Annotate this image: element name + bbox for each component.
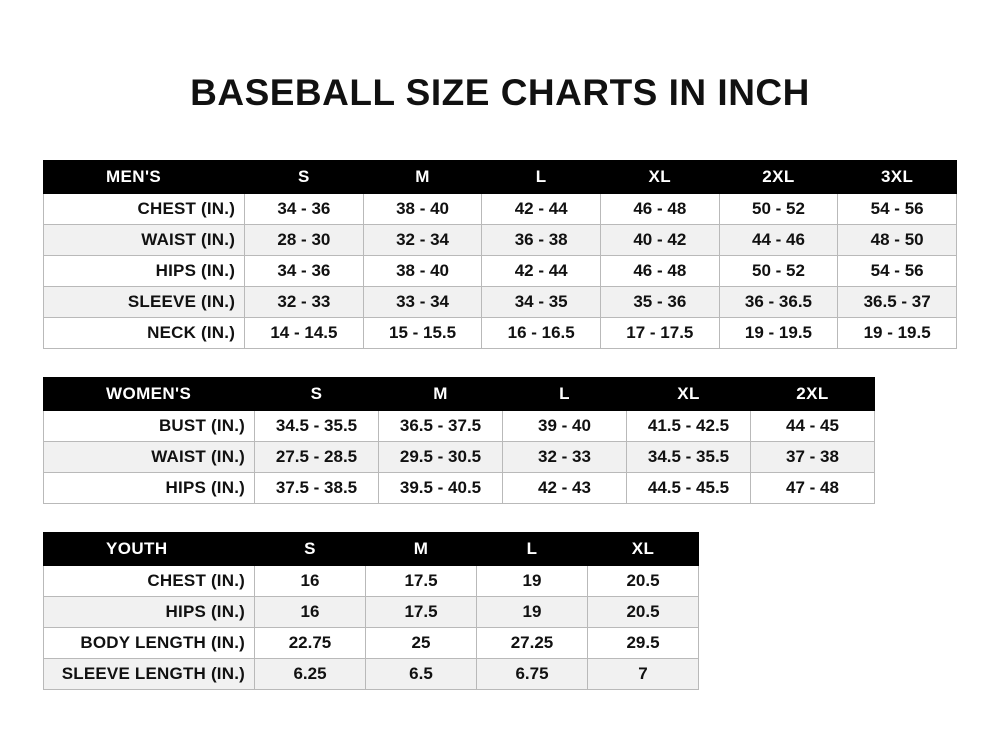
mens-hips-m: 38 - 40 — [363, 256, 482, 287]
mens-neck-xl: 17 - 17.5 — [601, 318, 720, 349]
youth-header-xl: XL — [588, 533, 699, 566]
youth-sleeve-length-l: 6.75 — [477, 659, 588, 690]
womens-waist-l: 32 - 33 — [503, 442, 627, 473]
section-gap — [43, 349, 957, 377]
womens-size-table — [43, 377, 875, 504]
youth-body-length-l: 27.25 — [477, 628, 588, 659]
youth-sleeve-length-m: 6.5 — [366, 659, 477, 690]
mens-neck-2xl: 19 - 19.5 — [719, 318, 838, 349]
mens-waist-s: 28 - 30 — [245, 225, 364, 256]
mens-neck-s: 14 - 14.5 — [245, 318, 364, 349]
womens-bust-xl: 41.5 - 42.5 — [627, 411, 751, 442]
charts-container — [0, 160, 1000, 690]
table-row — [44, 442, 875, 473]
mens-header-3xl: 3XL — [838, 161, 957, 194]
womens-row-label-bust: BUST (IN.) — [44, 411, 255, 442]
youth-size-table — [43, 532, 699, 690]
mens-row-label-chest: CHEST (IN.) — [44, 194, 245, 225]
youth-hips-xl: 20.5 — [588, 597, 699, 628]
table-header-row — [44, 533, 699, 566]
mens-neck-m: 15 - 15.5 — [363, 318, 482, 349]
mens-chest-l: 42 - 44 — [482, 194, 601, 225]
womens-waist-xl: 34.5 - 35.5 — [627, 442, 751, 473]
womens-header-category: WOMEN'S — [44, 378, 255, 411]
youth-hips-m: 17.5 — [366, 597, 477, 628]
table-header-row — [44, 161, 957, 194]
mens-row-label-hips: HIPS (IN.) — [44, 256, 245, 287]
womens-table-header — [44, 378, 875, 411]
womens-header-2xl: 2XL — [751, 378, 875, 411]
youth-row-label-sleeve-length: SLEEVE LENGTH (IN.) — [44, 659, 255, 690]
youth-header-category: YOUTH — [44, 533, 255, 566]
mens-hips-l: 42 - 44 — [482, 256, 601, 287]
table-row — [44, 473, 875, 504]
mens-header-s: S — [245, 161, 364, 194]
mens-hips-2xl: 50 - 52 — [719, 256, 838, 287]
youth-row-label-chest: CHEST (IN.) — [44, 566, 255, 597]
table-row — [44, 566, 699, 597]
table-row — [44, 411, 875, 442]
mens-header-m: M — [363, 161, 482, 194]
mens-row-label-sleeve: SLEEVE (IN.) — [44, 287, 245, 318]
womens-hips-xl: 44.5 - 45.5 — [627, 473, 751, 504]
table-row — [44, 597, 699, 628]
mens-waist-xl: 40 - 42 — [601, 225, 720, 256]
youth-hips-l: 19 — [477, 597, 588, 628]
youth-chest-l: 19 — [477, 566, 588, 597]
youth-row-label-body-length: BODY LENGTH (IN.) — [44, 628, 255, 659]
youth-row-label-hips: HIPS (IN.) — [44, 597, 255, 628]
womens-waist-m: 29.5 - 30.5 — [379, 442, 503, 473]
youth-header-l: L — [477, 533, 588, 566]
youth-header-m: M — [366, 533, 477, 566]
mens-sleeve-3xl: 36.5 - 37 — [838, 287, 957, 318]
youth-chest-xl: 20.5 — [588, 566, 699, 597]
womens-header-l: L — [503, 378, 627, 411]
womens-hips-s: 37.5 - 38.5 — [255, 473, 379, 504]
youth-body-length-s: 22.75 — [255, 628, 366, 659]
mens-sleeve-2xl: 36 - 36.5 — [719, 287, 838, 318]
womens-waist-s: 27.5 - 28.5 — [255, 442, 379, 473]
womens-bust-s: 34.5 - 35.5 — [255, 411, 379, 442]
youth-table-body — [44, 566, 699, 690]
youth-body-length-m: 25 — [366, 628, 477, 659]
womens-row-label-hips: HIPS (IN.) — [44, 473, 255, 504]
mens-waist-m: 32 - 34 — [363, 225, 482, 256]
womens-waist-2xl: 37 - 38 — [751, 442, 875, 473]
youth-sleeve-length-s: 6.25 — [255, 659, 366, 690]
mens-table-body — [44, 194, 957, 349]
section-gap — [43, 504, 957, 532]
womens-bust-m: 36.5 - 37.5 — [379, 411, 503, 442]
mens-chest-s: 34 - 36 — [245, 194, 364, 225]
mens-row-label-neck: NECK (IN.) — [44, 318, 245, 349]
mens-waist-l: 36 - 38 — [482, 225, 601, 256]
youth-table-header — [44, 533, 699, 566]
mens-chest-xl: 46 - 48 — [601, 194, 720, 225]
womens-bust-2xl: 44 - 45 — [751, 411, 875, 442]
mens-sleeve-s: 32 - 33 — [245, 287, 364, 318]
mens-chest-2xl: 50 - 52 — [719, 194, 838, 225]
table-row — [44, 287, 957, 318]
youth-hips-s: 16 — [255, 597, 366, 628]
youth-chest-s: 16 — [255, 566, 366, 597]
youth-header-s: S — [255, 533, 366, 566]
table-row — [44, 318, 957, 349]
womens-hips-2xl: 47 - 48 — [751, 473, 875, 504]
mens-sleeve-xl: 35 - 36 — [601, 287, 720, 318]
mens-size-table — [43, 160, 957, 349]
mens-header-l: L — [482, 161, 601, 194]
page-title: BASEBALL SIZE CHARTS IN INCH — [190, 72, 810, 113]
youth-body-length-xl: 29.5 — [588, 628, 699, 659]
mens-waist-2xl: 44 - 46 — [719, 225, 838, 256]
table-header-row — [44, 378, 875, 411]
mens-row-label-waist: WAIST (IN.) — [44, 225, 245, 256]
table-row — [44, 628, 699, 659]
youth-chest-m: 17.5 — [366, 566, 477, 597]
mens-chest-m: 38 - 40 — [363, 194, 482, 225]
womens-hips-l: 42 - 43 — [503, 473, 627, 504]
mens-header-category: MEN'S — [44, 161, 245, 194]
youth-sleeve-length-xl: 7 — [588, 659, 699, 690]
mens-sleeve-l: 34 - 35 — [482, 287, 601, 318]
mens-neck-3xl: 19 - 19.5 — [838, 318, 957, 349]
womens-header-xl: XL — [627, 378, 751, 411]
table-row — [44, 225, 957, 256]
mens-hips-3xl: 54 - 56 — [838, 256, 957, 287]
table-row — [44, 659, 699, 690]
table-row — [44, 194, 957, 225]
womens-header-m: M — [379, 378, 503, 411]
womens-bust-l: 39 - 40 — [503, 411, 627, 442]
mens-neck-l: 16 - 16.5 — [482, 318, 601, 349]
mens-hips-xl: 46 - 48 — [601, 256, 720, 287]
womens-header-s: S — [255, 378, 379, 411]
mens-sleeve-m: 33 - 34 — [363, 287, 482, 318]
womens-hips-m: 39.5 - 40.5 — [379, 473, 503, 504]
mens-table-header — [44, 161, 957, 194]
mens-header-2xl: 2XL — [719, 161, 838, 194]
womens-row-label-waist: WAIST (IN.) — [44, 442, 255, 473]
table-row — [44, 256, 957, 287]
womens-table-body — [44, 411, 875, 504]
mens-waist-3xl: 48 - 50 — [838, 225, 957, 256]
mens-header-xl: XL — [601, 161, 720, 194]
mens-chest-3xl: 54 - 56 — [838, 194, 957, 225]
mens-hips-s: 34 - 36 — [245, 256, 364, 287]
